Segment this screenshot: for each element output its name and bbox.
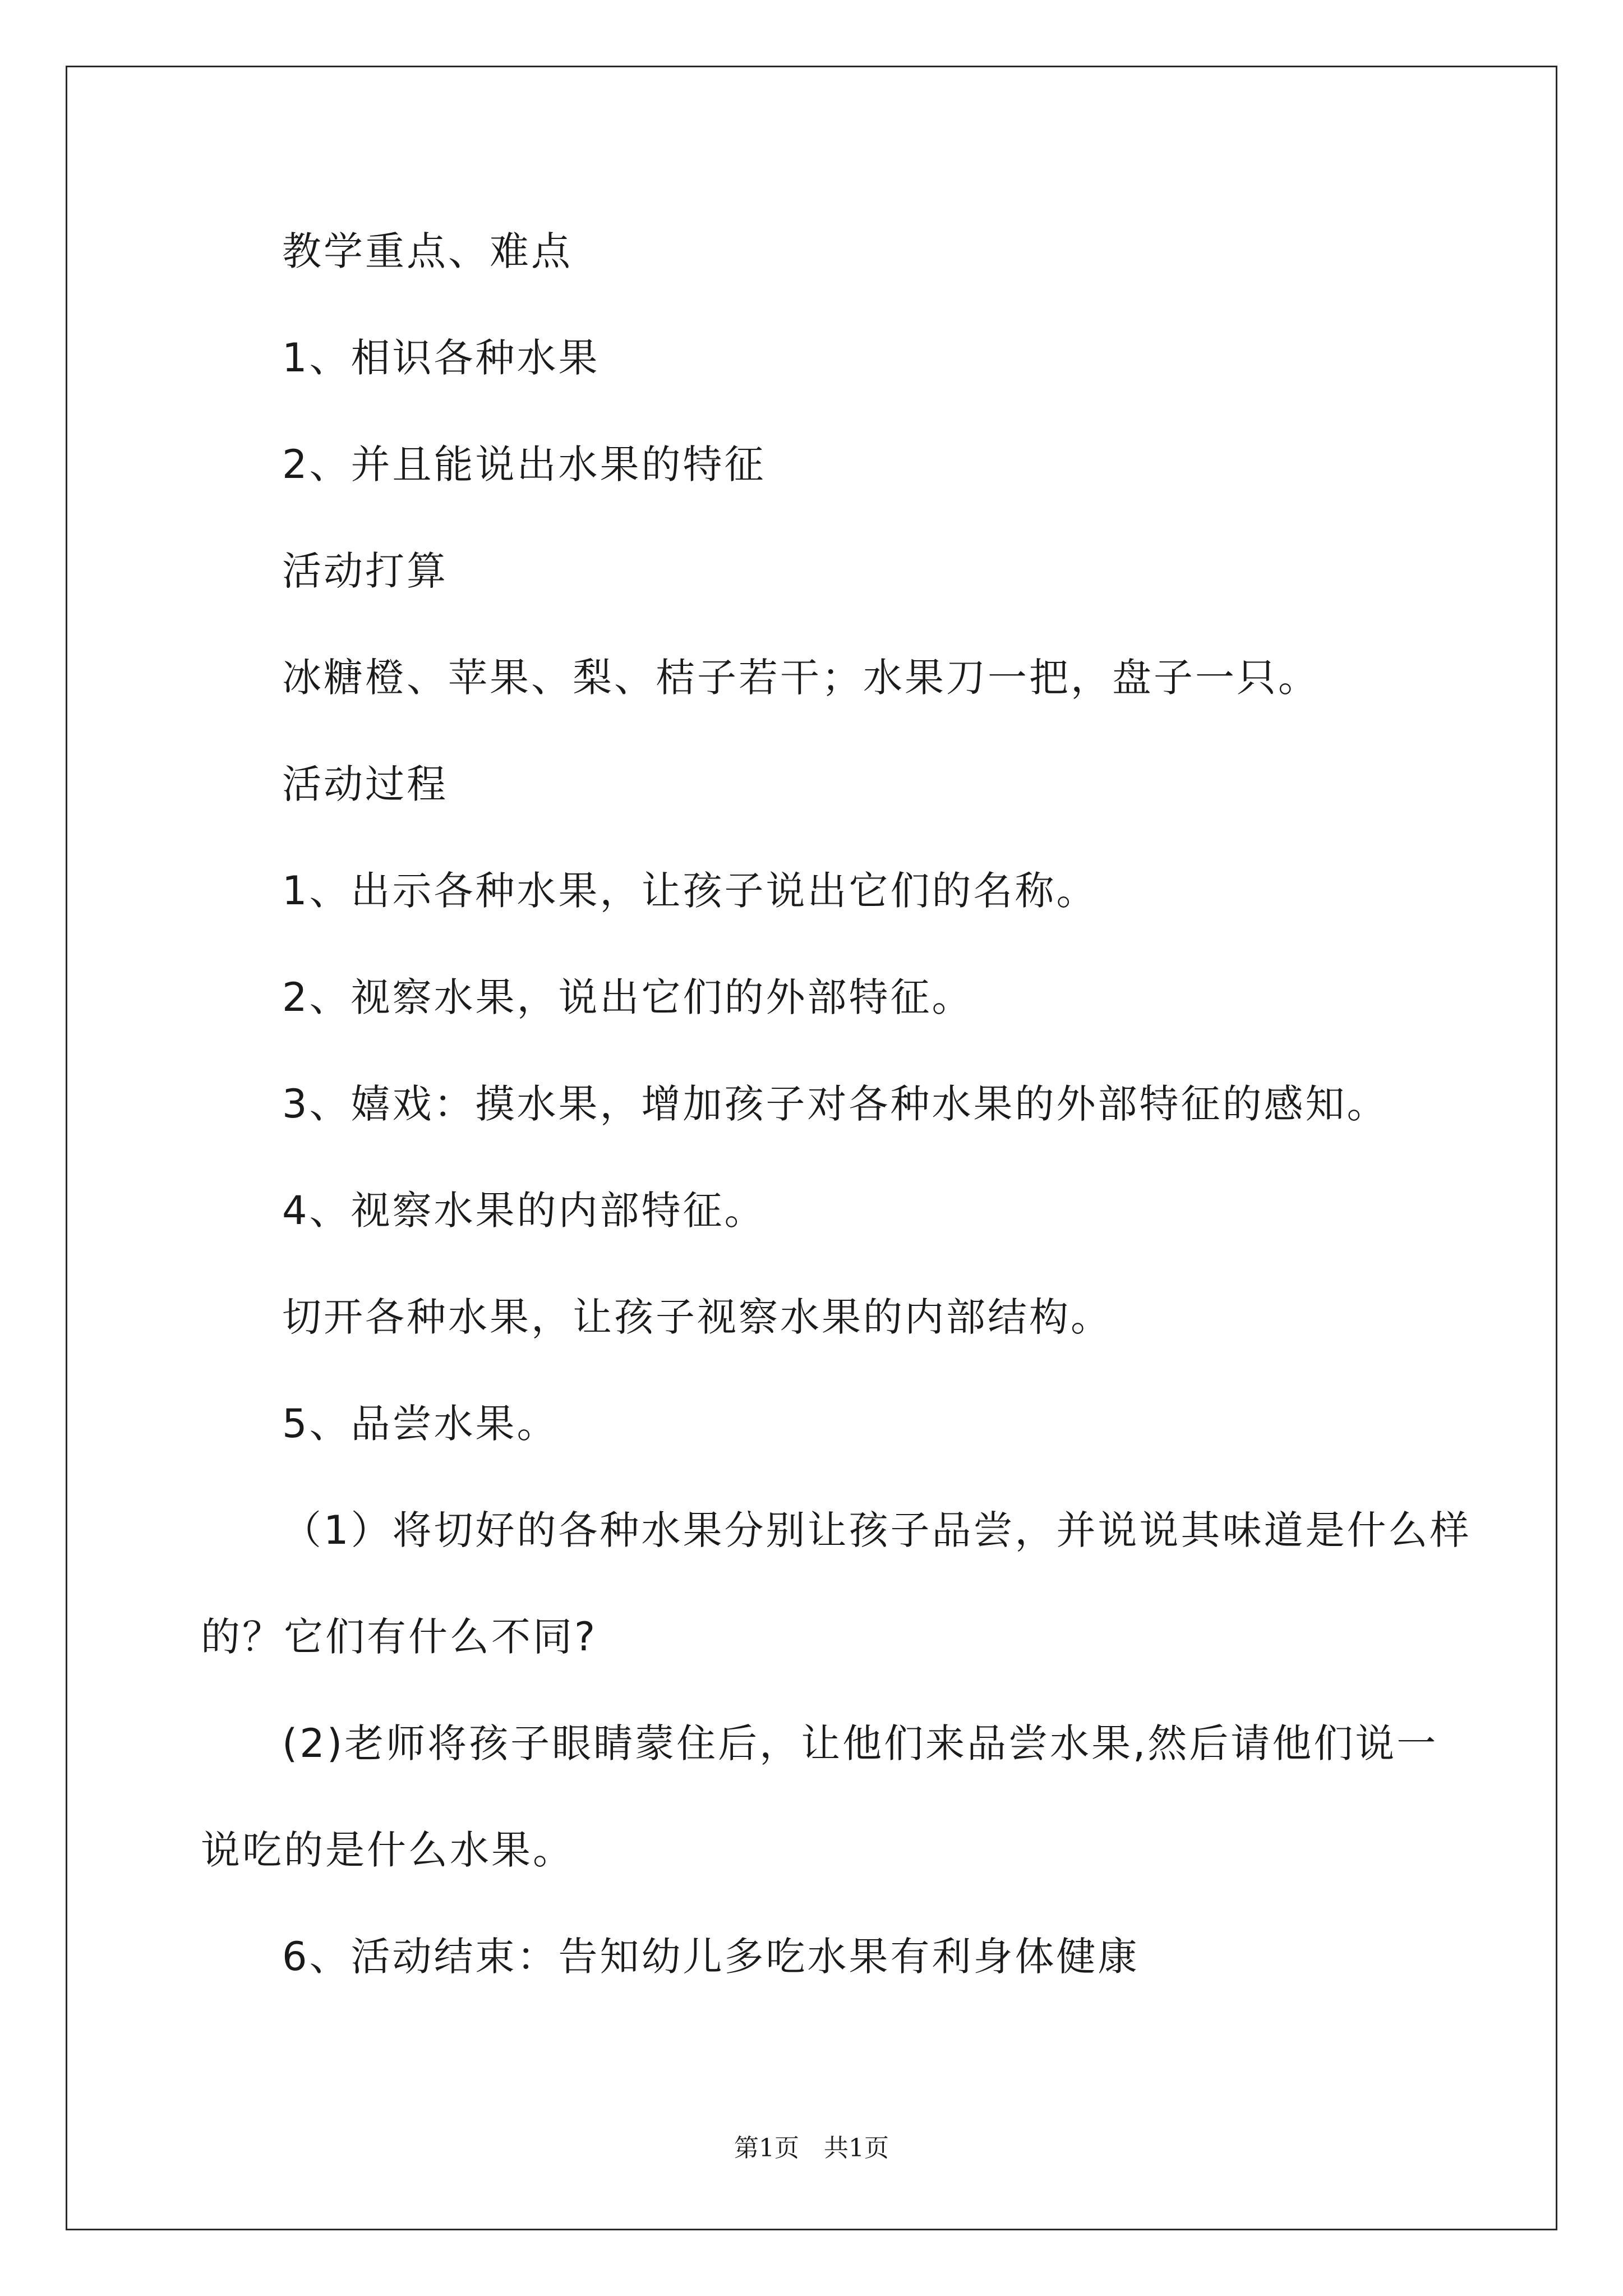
heading-key-points: 教学重点、难点 [282, 228, 573, 274]
page-number: 第1页 [734, 2134, 799, 2162]
paragraph-line: 切开各种水果，让孩子视察水果的内部结构。 [282, 1294, 1112, 1340]
paragraph-line: (2)老师将孩子眼睛蒙住后，让他们来品尝水果,然后请他们说一 [282, 1720, 1438, 1766]
heading-preparation: 活动打算 [282, 548, 448, 594]
paragraph-line: 5、品尝水果。 [282, 1401, 559, 1447]
paragraph-line: 6、活动结束：告知幼儿多吃水果有利身体健康 [282, 1934, 1140, 1980]
paragraph-line-continued: 的？它们有什么不同? [201, 1614, 598, 1660]
paragraph-line: 2、并且能说出水果的特征 [282, 441, 766, 487]
paragraph-line: 1、出示各种水果，让孩子说出它们的名称。 [282, 868, 1098, 914]
paragraph-line: 2、视察水果，说出它们的外部特征。 [282, 974, 974, 1020]
paragraph-line: 3、嬉戏：摸水果，增加孩子对各种水果的外部特征的感知。 [282, 1081, 1389, 1127]
heading-process: 活动过程 [282, 761, 448, 807]
paragraph-line: 1、相识各种水果 [282, 335, 600, 381]
paragraph-line: （1）将切好的各种水果分别让孩子品尝，并说说其味道是什么样 [282, 1507, 1472, 1553]
paragraph-line: 冰糖橙、苹果、梨、桔子若干；水果刀一把，盘子一只。 [282, 655, 1320, 701]
page-total: 共1页 [824, 2134, 889, 2162]
page-footer [0, 2132, 1623, 2165]
paragraph-line: 4、视察水果的内部特征。 [282, 1188, 766, 1234]
paragraph-line-continued: 说吃的是什么水果。 [201, 1827, 574, 1873]
